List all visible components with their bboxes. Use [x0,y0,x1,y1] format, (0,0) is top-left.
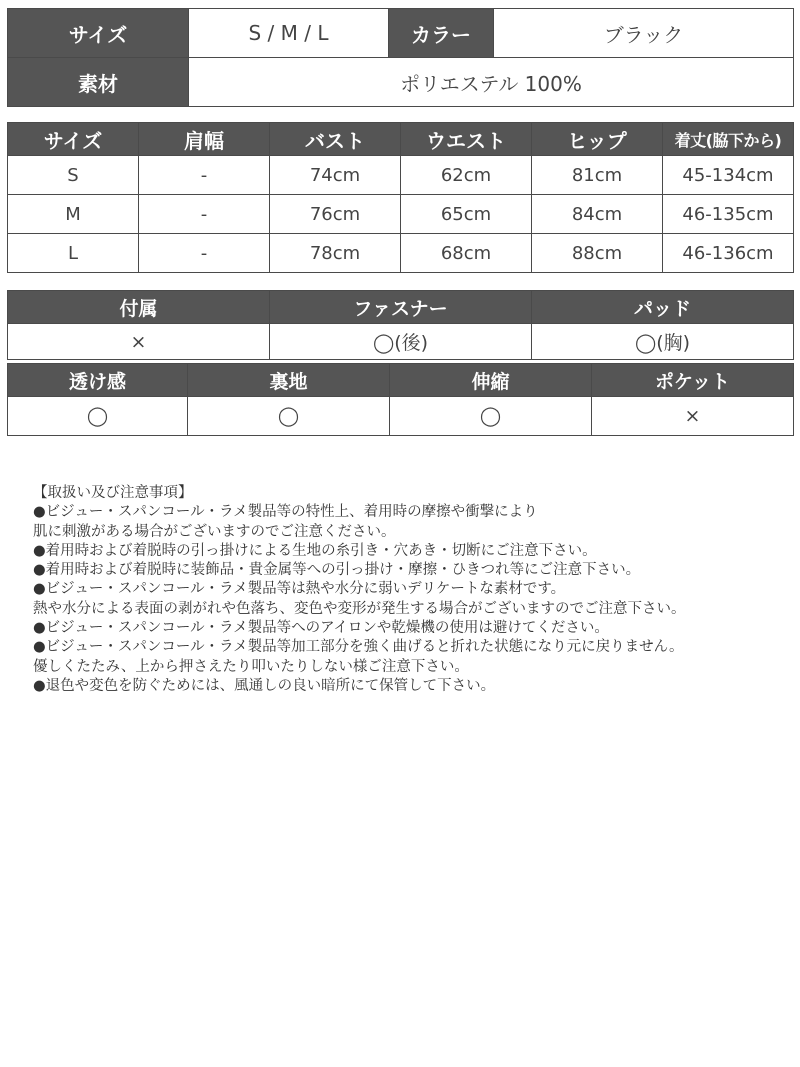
note-line: ●ビジュー・スパンコール・ラメ製品等の特性上、着用時の摩擦や衝撃により [33,504,538,521]
cell-size: S [8,156,139,195]
note-line: ●ビジュー・スパンコール・ラメ製品等へのアイロンや乾燥機の使用は避けてください。 [33,620,609,637]
care-notes [33,484,793,696]
cell-shoulder: - [139,156,270,195]
spec-row-size-color [8,9,794,58]
cell-size: L [8,234,139,273]
header-sheerness: 透け感 [8,364,188,397]
cell-hip: 84cm [532,195,663,234]
features-values-2 [8,397,794,436]
cell-bust: 78cm [270,234,401,273]
cell-size: M [8,195,139,234]
note-line: ●退色や変色を防ぐためには、風通しの良い暗所にて保管して下さい。 [33,677,496,694]
header-accessories: 付属 [8,291,270,324]
header-waist: ウエスト [401,123,532,156]
note-line: ●ビジュー・スパンコール・ラメ製品等は熱や水分に弱いデリケートな素材です。 [33,581,566,598]
value-stretch: ◯ [390,397,592,436]
size-label: サイズ [8,9,189,58]
color-value: ブラック [494,9,794,58]
cell-hip: 88cm [532,234,663,273]
header-pads: パッド [532,291,794,324]
value-accessories: × [8,324,270,360]
note-line: ●着用時および着脱時に装飾品・貴金属等への引っ掛け・摩擦・ひきつれ等にご注意下さい。 [33,562,641,579]
cell-length: 46-135cm [663,195,794,234]
header-shoulder: 肩幅 [139,123,270,156]
size-table-header [8,123,794,156]
value-zipper: ◯(後) [270,324,532,360]
value-sheerness: ◯ [8,397,188,436]
note-line: 熱や水分による表面の剥がれや色落ち、変色や変形が発生する場合がございますのでご注意下さい。 [33,600,686,617]
cell-length: 46-136cm [663,234,794,273]
notes-heading: 【取扱い及び注意事項】 [33,485,193,501]
material-value: ポリエステル 100% [189,58,794,107]
header-bust: バスト [270,123,401,156]
material-label: 素材 [8,58,189,107]
size-value: S / M / L [189,9,389,58]
note-line: 優しくたたみ、上から押さえたり叩いたりしない様ご注意下さい。 [33,658,469,675]
cell-hip: 81cm [532,156,663,195]
features-table-2 [7,363,794,436]
value-pockets: × [592,397,794,436]
cell-waist: 62cm [401,156,532,195]
cell-waist: 65cm [401,195,532,234]
header-hip: ヒップ [532,123,663,156]
value-pads: ◯(胸) [532,324,794,360]
header-zipper: ファスナー [270,291,532,324]
table-row [8,156,794,195]
header-lining: 裏地 [188,364,390,397]
spec-row-material [8,58,794,107]
header-pockets: ポケット [592,364,794,397]
size-table [7,122,794,273]
table-row [8,234,794,273]
cell-bust: 74cm [270,156,401,195]
value-lining: ◯ [188,397,390,436]
cell-shoulder: - [139,195,270,234]
note-line: ●着用時および着脱時の引っ掛けによる生地の糸引き・穴あき・切断にご注意下さい。 [33,542,597,559]
features-values-1 [8,324,794,360]
cell-length: 45-134cm [663,156,794,195]
cell-waist: 68cm [401,234,532,273]
header-length: 着丈(脇下から) [663,123,794,156]
header-size: サイズ [8,123,139,156]
color-label: カラー [389,9,494,58]
features-header-1 [8,291,794,324]
header-stretch: 伸縮 [390,364,592,397]
cell-shoulder: - [139,234,270,273]
features-table-1 [7,290,794,360]
spec-table [7,8,794,107]
note-line: ●ビジュー・スパンコール・ラメ製品等加工部分を強く曲げると折れた状態になり元に戻りません。 [33,639,684,656]
cell-bust: 76cm [270,195,401,234]
note-line: 肌に刺激がある場合がございますのでご注意ください。 [33,523,396,540]
table-row [8,195,794,234]
features-header-2 [8,364,794,397]
